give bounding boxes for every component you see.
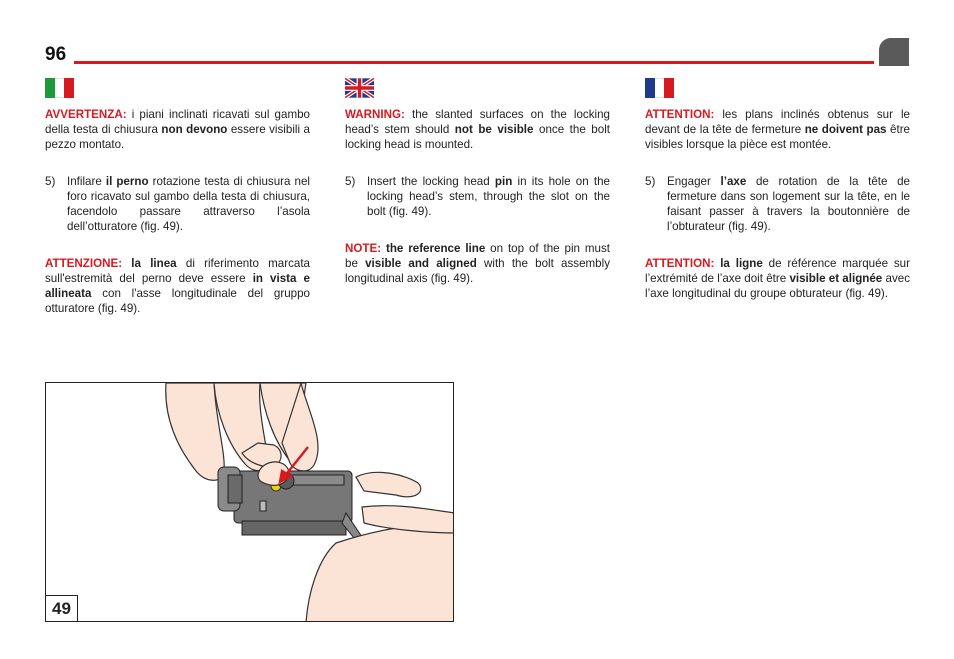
warning-label: WARNING: bbox=[345, 108, 405, 121]
french-flag-icon bbox=[645, 78, 674, 98]
note-label: ATTENTION: bbox=[645, 257, 715, 270]
note-label: ATTENZIONE: bbox=[45, 257, 123, 270]
step-text: Engager l’axe de rotation de la tête de fermeture dans son logement sur la tête, en le faisant passer à travers la boutonnière de l’obturateur (fig. 49). bbox=[667, 175, 910, 233]
header-rule bbox=[74, 61, 874, 64]
french-column bbox=[645, 78, 910, 301]
french-step bbox=[645, 174, 910, 234]
warning-label: ATTENTION: bbox=[645, 108, 715, 121]
italian-flag-icon bbox=[45, 78, 74, 98]
uk-flag-icon bbox=[345, 78, 374, 98]
french-note: ATTENTION: la ligne de référence marquée sur l’extrémité de l’axe doit être visible et alignée avec l’axe longitudinal du groupe obturateur (fig. 49). bbox=[645, 257, 910, 300]
bolt-assembly-illustration bbox=[46, 383, 454, 622]
step-text: Insert the locking head pin in its hole on the locking head’s stem, through the slot on the bolt (fig. 49). bbox=[367, 175, 610, 218]
figure-49 bbox=[45, 382, 454, 622]
note-label: NOTE: bbox=[345, 242, 382, 255]
warning-text-end: essere visibili a pezzo montato. bbox=[45, 123, 310, 151]
italian-step bbox=[45, 174, 310, 234]
page-number: 96 bbox=[45, 44, 67, 65]
figure-number-label: 49 bbox=[46, 595, 78, 621]
french-warning: ATTENTION: les plans inclinés obtenus sur le devant de la tête de fermeture ne doivent pas être visibles lorsque la pièce est montée. bbox=[645, 108, 910, 151]
italian-warning bbox=[45, 107, 310, 152]
step-number: 5) bbox=[345, 175, 356, 188]
warning-text: i piani inclinati ricavati sul gambo della testa di chiusura bbox=[45, 108, 310, 136]
english-note: NOTE: the reference line on top of the pin must be visible and aligned with the bolt assembly longitudinal axis (fig. 49). bbox=[345, 242, 610, 285]
warning-label: AVVERTENZA: bbox=[45, 108, 127, 121]
step-number: 5) bbox=[645, 175, 656, 188]
english-step bbox=[345, 174, 610, 219]
english-column bbox=[345, 78, 610, 286]
step-text: Infilare il perno rotazione testa di chiusura nel foro ricavato sul gambo della testa di chiusura, facendolo passare attraverso l’asola dell’otturatore (fig. 49). bbox=[67, 175, 310, 233]
step-number: 5) bbox=[45, 175, 56, 188]
italian-column bbox=[45, 78, 310, 316]
italian-note: ATTENZIONE: la linea di riferimento marcata sull'estremità del perno deve essere in vista e allineata con l'asse longitudinale del gruppo otturatore (fig. 49). bbox=[45, 257, 311, 315]
warning-bold: non devono bbox=[161, 123, 228, 136]
corner-tab bbox=[879, 38, 909, 66]
english-warning: WARNING: the slanted surfaces on the locking head’s stem should not be visible once the bolt locking head is mounted. bbox=[345, 108, 610, 151]
